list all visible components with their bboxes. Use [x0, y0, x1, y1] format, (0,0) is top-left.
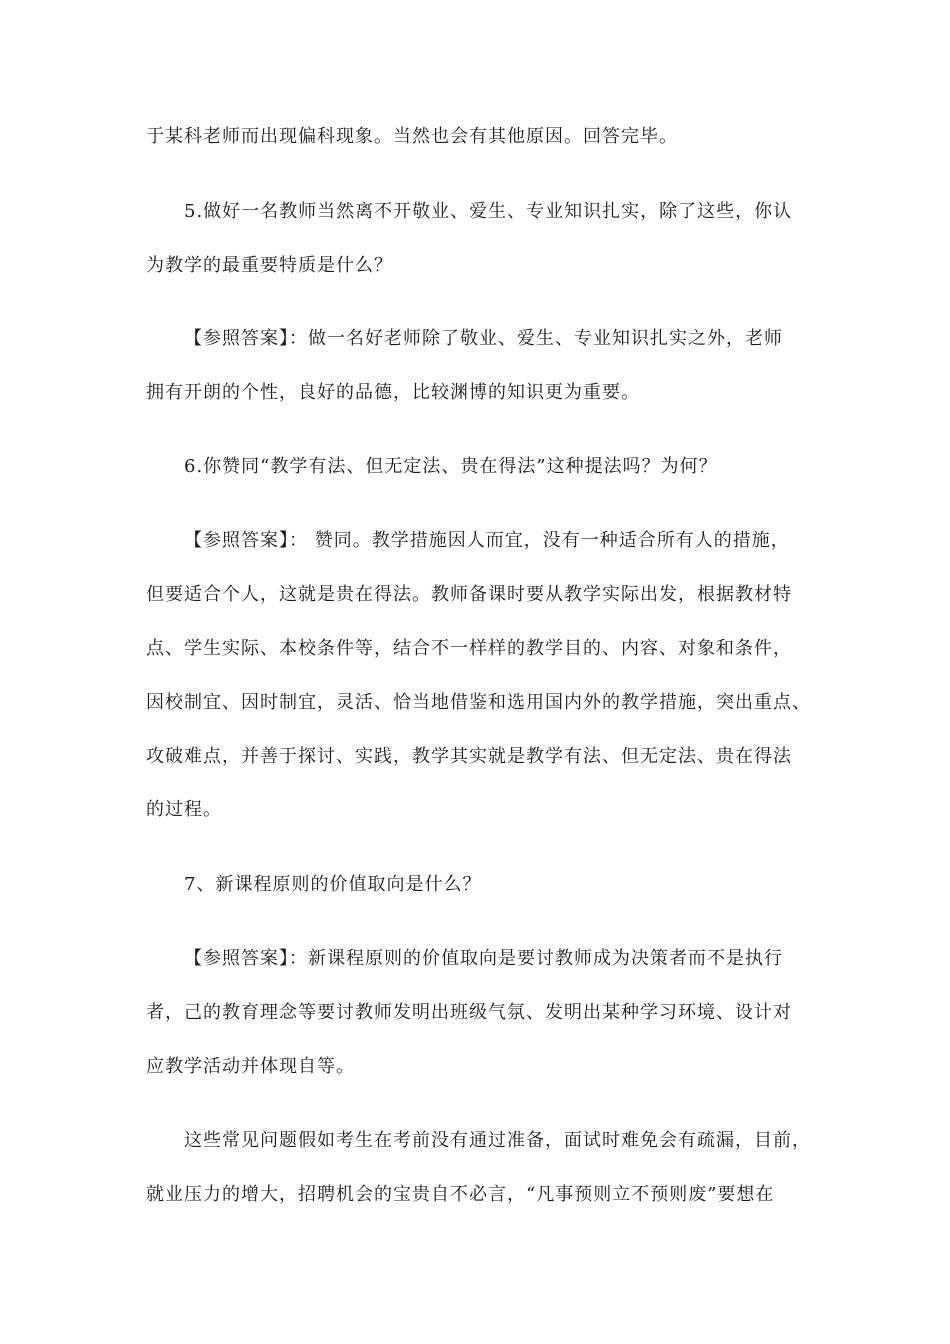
answer-6-line: 点、学生实际、本校条件等，结合不一样样的教学目的、内容、对象和条件，	[146, 638, 792, 659]
answer-7-line: 者，己的教育理念等要讨教师发明出班级气氛、发明出某种学习环境、设计对	[146, 1002, 792, 1023]
question-7-line: 7、新课程原则的价值取向是什么？	[184, 874, 482, 895]
closing-paragraph-line: 这些常见问题假如考生在考前没有通过准备，面试时难免会有疏漏，目前，	[184, 1130, 811, 1151]
answer-7-line: 应教学活动并体现自等。	[146, 1056, 355, 1077]
answer-5-line: 【参照答案】：做一名好老师除了敬业、爱生、专业知识扎实之外，老师	[184, 328, 783, 349]
answer-7-line: 【参照答案】：新课程原则的价值取向是要讨教师成为决策者而不是执行	[184, 948, 783, 969]
answer-6-line: 因校制宜、因时制宜，灵活、恰当地借鉴和选用国内外的教学措施，突出重点、	[146, 692, 811, 713]
answer-6-line: 【参照答案】： 赞同。教学措施因人而宜，没有一种适合所有人的措施，	[184, 530, 790, 551]
answer-6-line: 的过程。	[146, 799, 222, 820]
answer-5-line: 拥有开朗的个性，良好的品德，比较渊博的知识更为重要。	[146, 382, 640, 403]
answer-6-line: 攻破难点，并善于探讨、实践，教学其实就是教学有法、但无定法、贵在得法	[146, 746, 792, 767]
answer-6-line: 但要适合个人，这就是贵在得法。教师备课时要从教学实际出发，根据教材特	[146, 584, 792, 605]
question-6-line: 6.你赞同“教学有法、但无定法、贵在得法”这种提法吗？为何？	[184, 456, 718, 477]
question-5-line: 为教学的最重要特质是什么？	[146, 255, 393, 276]
question-5-line: 5.做好一名教师当然离不开敬业、爱生、专业知识扎实，除了这些，你认	[184, 201, 793, 222]
paragraph-line: 于某科老师而出现偏科现象。当然也会有其他原因。回答完毕。	[146, 126, 678, 147]
closing-paragraph-line: 就业压力的增大，招聘机会的宝贵自不必言，“凡事预则立不预则废”要想在	[146, 1184, 775, 1205]
